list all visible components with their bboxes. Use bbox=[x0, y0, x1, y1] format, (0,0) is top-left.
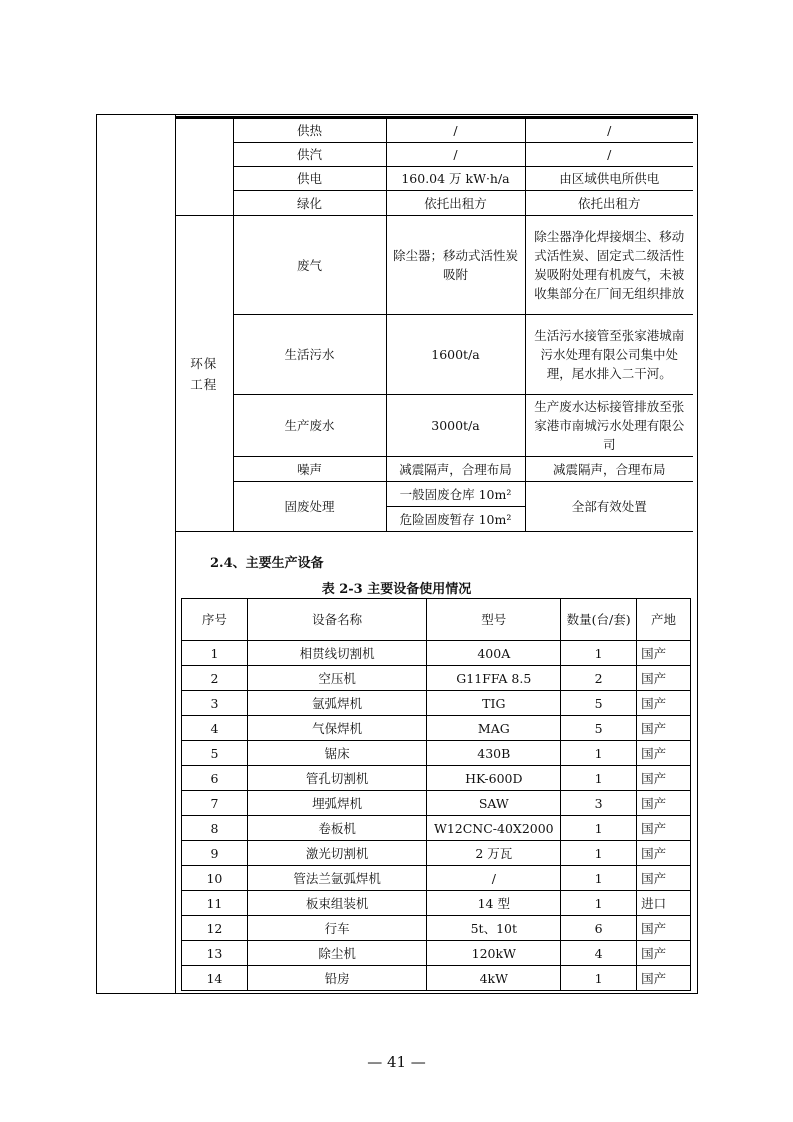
cell-no: 14 bbox=[182, 966, 248, 991]
item-cell: 生产废水 bbox=[233, 395, 386, 457]
cell-origin: 国产 bbox=[637, 741, 691, 766]
table-row bbox=[182, 791, 691, 816]
cell-origin: 国产 bbox=[637, 766, 691, 791]
table-row bbox=[175, 482, 693, 507]
cell-name: 相贯线切割机 bbox=[247, 641, 427, 666]
category-cell bbox=[175, 216, 233, 532]
cell-no: 2 bbox=[182, 666, 248, 691]
table-row bbox=[175, 315, 693, 395]
cell-name: 空压机 bbox=[247, 666, 427, 691]
cell-no: 7 bbox=[182, 791, 248, 816]
table-caption-text: 表 2-3 主要设备使用情况 bbox=[321, 582, 472, 597]
table-row bbox=[182, 741, 691, 766]
cell-origin: 国产 bbox=[637, 716, 691, 741]
note-cell: 生活污水接管至张家港城南污水处理有限公司集中处理，尾水排入二干河。 bbox=[525, 315, 693, 395]
cell-qty: 2 bbox=[561, 666, 637, 691]
note-cell: 生产废水达标接管排放至张家港市南城污水处理有限公司 bbox=[525, 395, 693, 457]
table-row bbox=[182, 716, 691, 741]
cell-origin: 国产 bbox=[637, 916, 691, 941]
table-caption bbox=[0, 578, 793, 597]
section-title bbox=[210, 552, 324, 571]
cell-no: 9 bbox=[182, 841, 248, 866]
cell-name: 卷板机 bbox=[247, 816, 427, 841]
cell-no: 13 bbox=[182, 941, 248, 966]
cell-qty: 1 bbox=[561, 766, 637, 791]
table-row bbox=[182, 916, 691, 941]
cell-name: 氩弧焊机 bbox=[247, 691, 427, 716]
cell-model: 2 万瓦 bbox=[427, 841, 561, 866]
item-cell: 固废处理 bbox=[233, 482, 386, 532]
cell-origin: 国产 bbox=[637, 841, 691, 866]
cell-no: 11 bbox=[182, 891, 248, 916]
cell-qty: 1 bbox=[561, 866, 637, 891]
cell-qty: 1 bbox=[561, 641, 637, 666]
table-row bbox=[175, 395, 693, 457]
table-row bbox=[182, 966, 691, 991]
cell-model: HK-600D bbox=[427, 766, 561, 791]
cell-qty: 1 bbox=[561, 966, 637, 991]
table-row bbox=[182, 766, 691, 791]
header-no: 序号 bbox=[182, 599, 248, 641]
cell-qty: 3 bbox=[561, 791, 637, 816]
header-model: 型号 bbox=[427, 599, 561, 641]
cell-origin: 国产 bbox=[637, 666, 691, 691]
item-cell: 生活污水 bbox=[233, 315, 386, 395]
cell-model: TIG bbox=[427, 691, 561, 716]
cell-origin: 国产 bbox=[637, 641, 691, 666]
cell-model: 120kW bbox=[427, 941, 561, 966]
cell-name: 管孔切割机 bbox=[247, 766, 427, 791]
cell-name: 管法兰氩弧焊机 bbox=[247, 866, 427, 891]
scale-cell: 1600t/a bbox=[386, 315, 525, 395]
item-cell: 供电 bbox=[233, 167, 386, 191]
cell-no: 10 bbox=[182, 866, 248, 891]
section-title-text: 2.4、主要生产设备 bbox=[210, 556, 324, 571]
scale-cell: 160.04 万 kW·h/a bbox=[386, 167, 525, 191]
cell-model: 430B bbox=[427, 741, 561, 766]
header-name: 设备名称 bbox=[247, 599, 427, 641]
cell-name: 除尘机 bbox=[247, 941, 427, 966]
table-row bbox=[175, 119, 693, 143]
item-cell: 废气 bbox=[233, 216, 386, 315]
table-row bbox=[175, 457, 693, 482]
cell-no: 6 bbox=[182, 766, 248, 791]
header-origin: 产地 bbox=[637, 599, 691, 641]
cell-model: 5t、10t bbox=[427, 916, 561, 941]
page-number: — 41 — bbox=[367, 1053, 426, 1071]
cell-name: 气保焊机 bbox=[247, 716, 427, 741]
item-cell: 噪声 bbox=[233, 457, 386, 482]
table-row bbox=[175, 216, 693, 315]
note-cell: 减震隔声，合理布局 bbox=[525, 457, 693, 482]
cell-name: 行车 bbox=[247, 916, 427, 941]
table-row bbox=[182, 891, 691, 916]
item-cell: 供汽 bbox=[233, 143, 386, 167]
cell-qty: 1 bbox=[561, 841, 637, 866]
table-row bbox=[175, 167, 693, 191]
item-cell: 供热 bbox=[233, 119, 386, 143]
table-row bbox=[175, 143, 693, 167]
cell-qty: 6 bbox=[561, 916, 637, 941]
cell-qty: 5 bbox=[561, 716, 637, 741]
cell-name: 板束组装机 bbox=[247, 891, 427, 916]
cell-origin: 进口 bbox=[637, 891, 691, 916]
cell-model: MAG bbox=[427, 716, 561, 741]
cell-model: 400A bbox=[427, 641, 561, 666]
category-label: 环保工程 bbox=[190, 355, 218, 392]
cell-origin: 国产 bbox=[637, 791, 691, 816]
scale-cell: 除尘器；移动式活性炭吸附 bbox=[386, 216, 525, 315]
table-header-row bbox=[182, 599, 691, 641]
cell-name: 埋弧焊机 bbox=[247, 791, 427, 816]
cell-model: 4kW bbox=[427, 966, 561, 991]
cell-model: G11FFA 8.5 bbox=[427, 666, 561, 691]
scale-cell: 一般固废仓库 10m² bbox=[386, 482, 525, 507]
cell-no: 5 bbox=[182, 741, 248, 766]
cell-name: 铅房 bbox=[247, 966, 427, 991]
engineering-table bbox=[175, 118, 693, 532]
table-row bbox=[182, 816, 691, 841]
cell-qty: 1 bbox=[561, 816, 637, 841]
scale-cell: 3000t/a bbox=[386, 395, 525, 457]
cell-no: 4 bbox=[182, 716, 248, 741]
cell-no: 3 bbox=[182, 691, 248, 716]
header-qty: 数量(台/套) bbox=[561, 599, 637, 641]
cell-model: SAW bbox=[427, 791, 561, 816]
cell-name: 锯床 bbox=[247, 741, 427, 766]
cell-no: 8 bbox=[182, 816, 248, 841]
cell-qty: 1 bbox=[561, 741, 637, 766]
note-cell: / bbox=[525, 143, 693, 167]
cell-origin: 国产 bbox=[637, 691, 691, 716]
equipment-table bbox=[181, 598, 691, 991]
note-cell: / bbox=[525, 119, 693, 143]
table-row bbox=[182, 691, 691, 716]
scale-cell: / bbox=[386, 143, 525, 167]
cell-no: 1 bbox=[182, 641, 248, 666]
scale-cell: 减震隔声，合理布局 bbox=[386, 457, 525, 482]
note-cell: 除尘器净化焊接烟尘、移动式活性炭、固定式二级活性炭吸附处理有机废气，未被收集部分在厂间无组织排放 bbox=[525, 216, 693, 315]
item-cell: 绿化 bbox=[233, 191, 386, 216]
cell-origin: 国产 bbox=[637, 941, 691, 966]
cell-origin: 国产 bbox=[637, 966, 691, 991]
table-row bbox=[182, 666, 691, 691]
cell-origin: 国产 bbox=[637, 866, 691, 891]
table-row bbox=[182, 841, 691, 866]
cell-qty: 4 bbox=[561, 941, 637, 966]
category-cell-empty bbox=[175, 119, 233, 216]
table-row bbox=[182, 641, 691, 666]
cell-origin: 国产 bbox=[637, 816, 691, 841]
note-cell: 依托出租方 bbox=[525, 191, 693, 216]
table-row bbox=[182, 866, 691, 891]
note-cell: 全部有效处置 bbox=[525, 482, 693, 532]
scale-cell: 危险固废暂存 10m² bbox=[386, 507, 525, 532]
table-row bbox=[182, 941, 691, 966]
cell-model: W12CNC-40X2000 bbox=[427, 816, 561, 841]
cell-no: 12 bbox=[182, 916, 248, 941]
cell-model: 14 型 bbox=[427, 891, 561, 916]
scale-cell: 依托出租方 bbox=[386, 191, 525, 216]
cell-qty: 1 bbox=[561, 891, 637, 916]
cell-name: 激光切割机 bbox=[247, 841, 427, 866]
cell-qty: 5 bbox=[561, 691, 637, 716]
table-row bbox=[175, 191, 693, 216]
note-cell: 由区域供电所供电 bbox=[525, 167, 693, 191]
cell-model: / bbox=[427, 866, 561, 891]
scale-cell: / bbox=[386, 119, 525, 143]
